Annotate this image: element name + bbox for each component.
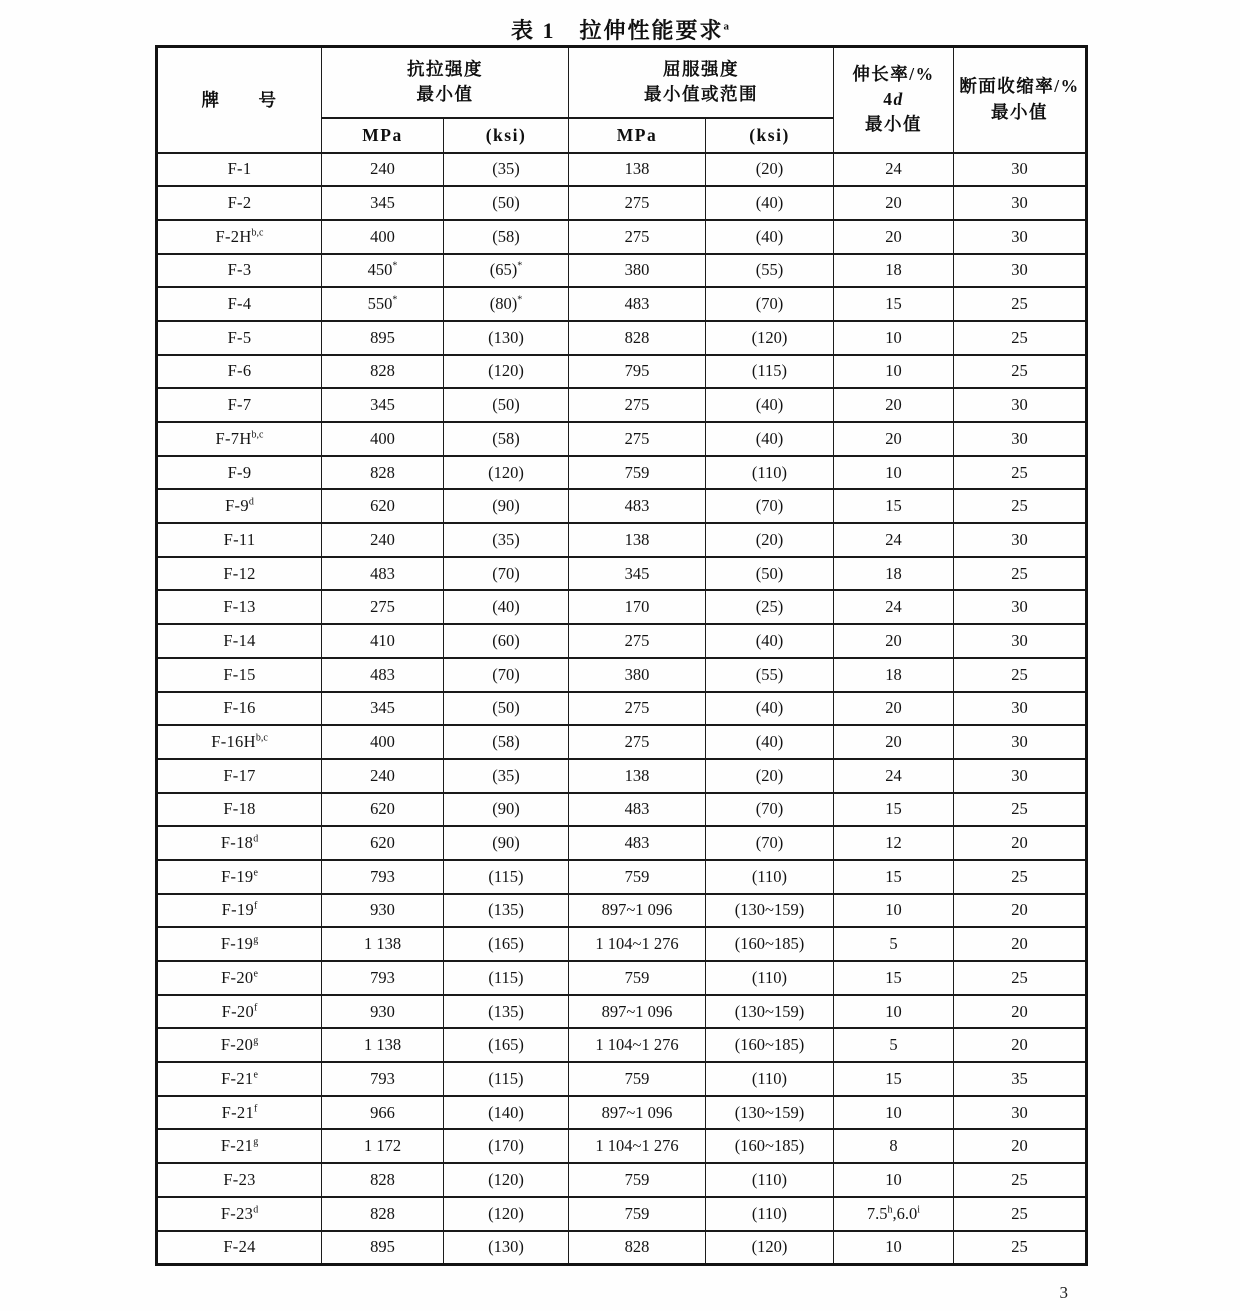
header-reduction-of-area (954, 47, 1087, 153)
yield-ksi-cell: (70) (706, 826, 834, 860)
tensile-mpa-cell: 400 (322, 220, 444, 254)
yield-mpa-cell: 1 104~1 276 (569, 927, 706, 961)
grade-cell: F-19$^f$ (157, 894, 322, 928)
yield-ksi-cell: (130~159) (706, 1096, 834, 1130)
table-row (157, 523, 1087, 557)
yield-ksi-cell: (40) (706, 220, 834, 254)
header-yield-mpa: MPa (569, 118, 706, 153)
table-row (157, 927, 1087, 961)
table-row (157, 590, 1087, 624)
reduction-cell: 30 (954, 692, 1087, 726)
tensile-ksi-cell: (170) (444, 1129, 569, 1163)
yield-ksi-cell: (40) (706, 388, 834, 422)
header-elongation-line1: 伸长率/% (852, 63, 935, 84)
yield-mpa-cell: 138 (569, 153, 706, 187)
table-header (157, 47, 1087, 153)
tensile-requirements-table (155, 45, 1088, 1266)
grade-cell: F-23 (157, 1163, 322, 1197)
grade-cell: F-6 (157, 355, 322, 389)
elongation-cell: 10 (834, 1096, 954, 1130)
grade-cell: F-14 (157, 624, 322, 658)
grade-cell: $F-2H^{b,c}$ (157, 220, 322, 254)
grade-cell: F-20$^g$ (157, 1028, 322, 1062)
grade-cell: F-15 (157, 658, 322, 692)
table-row (157, 826, 1087, 860)
yield-ksi-cell: (70) (706, 793, 834, 827)
yield-ksi-cell: (40) (706, 725, 834, 759)
reduction-cell: 20 (954, 826, 1087, 860)
tensile-mpa-cell: 345 (322, 388, 444, 422)
tensile-ksi-cell: (90) (444, 489, 569, 523)
table-row (157, 321, 1087, 355)
table-row (157, 860, 1087, 894)
tensile-ksi-cell: (120) (444, 1163, 569, 1197)
tensile-mpa-cell: 828 (322, 1163, 444, 1197)
gauge-length-symbol: d (893, 89, 904, 110)
tensile-mpa-cell: 1 172 (322, 1129, 444, 1163)
tensile-ksi-cell: (90) (444, 826, 569, 860)
table-row (157, 658, 1087, 692)
yield-mpa-cell: 138 (569, 759, 706, 793)
yield-ksi-cell: (110) (706, 860, 834, 894)
header-yield-line2: 最小值或范围 (644, 84, 758, 105)
tensile-ksi-cell: (50) (444, 388, 569, 422)
elongation-cell: 20 (834, 725, 954, 759)
table-row (157, 456, 1087, 490)
tensile-ksi-cell: (120) (444, 1197, 569, 1231)
yield-ksi-cell: (130~159) (706, 995, 834, 1029)
grade-cell: F-17 (157, 759, 322, 793)
grade-cell: F-21$^g$ (157, 1129, 322, 1163)
elongation-cell: 7.5$^h$,6.0$^i$ (834, 1197, 954, 1231)
reduction-cell: 25 (954, 456, 1087, 490)
tensile-mpa-cell: 1 138 (322, 1028, 444, 1062)
tensile-ksi-cell: (35) (444, 153, 569, 187)
tensile-ksi-cell: (40) (444, 590, 569, 624)
yield-ksi-cell: (20) (706, 153, 834, 187)
yield-mpa-cell: 483 (569, 826, 706, 860)
yield-mpa-cell: 380 (569, 254, 706, 288)
yield-ksi-cell: (70) (706, 489, 834, 523)
elongation-cell: 10 (834, 456, 954, 490)
table-row (157, 388, 1087, 422)
grade-cell: F-2 (157, 186, 322, 220)
yield-mpa-cell: 380 (569, 658, 706, 692)
tensile-ksi-cell: (58) (444, 725, 569, 759)
tensile-mpa-cell: 895 (322, 321, 444, 355)
tensile-ksi-cell: (90) (444, 793, 569, 827)
yield-ksi-cell: (110) (706, 456, 834, 490)
grade-cell: F-18$^d$ (157, 826, 322, 860)
reduction-cell: 30 (954, 153, 1087, 187)
yield-mpa-cell: 897~1 096 (569, 1096, 706, 1130)
yield-mpa-cell: 759 (569, 1163, 706, 1197)
tensile-mpa-cell: 240 (322, 153, 444, 187)
tensile-ksi-cell: (120) (444, 456, 569, 490)
table-row (157, 422, 1087, 456)
grade-cell: F-9$^d$ (157, 489, 322, 523)
elongation-cell: 20 (834, 692, 954, 726)
reduction-cell: 30 (954, 523, 1087, 557)
tensile-ksi-cell: (130) (444, 1231, 569, 1265)
elongation-cell: 24 (834, 523, 954, 557)
tensile-mpa-cell: 345 (322, 692, 444, 726)
tensile-ksi-cell: (58) (444, 422, 569, 456)
tensile-ksi-cell: (80)* (444, 287, 569, 321)
tensile-mpa-cell: 620 (322, 793, 444, 827)
table-row (157, 254, 1087, 288)
reduction-cell: 30 (954, 254, 1087, 288)
elongation-cell: 10 (834, 995, 954, 1029)
grade-cell: F-18 (157, 793, 322, 827)
tensile-ksi-cell: (165) (444, 1028, 569, 1062)
grade-cell: F-20$^f$ (157, 995, 322, 1029)
table-row (157, 1231, 1087, 1265)
reduction-cell: 30 (954, 1096, 1087, 1130)
elongation-cell: 15 (834, 961, 954, 995)
yield-ksi-cell: (110) (706, 1163, 834, 1197)
elongation-cell: 18 (834, 254, 954, 288)
tensile-mpa-cell: 345 (322, 186, 444, 220)
tensile-ksi-cell: (70) (444, 658, 569, 692)
grade-cell: F-3 (157, 254, 322, 288)
elongation-cell: 10 (834, 321, 954, 355)
table-row (157, 725, 1087, 759)
yield-mpa-cell: 795 (569, 355, 706, 389)
table-row (157, 489, 1087, 523)
grade-cell: F-7 (157, 388, 322, 422)
reduction-cell: 25 (954, 1231, 1087, 1265)
elongation-cell: 5 (834, 927, 954, 961)
tensile-ksi-cell: (120) (444, 355, 569, 389)
tensile-mpa-cell: 240 (322, 523, 444, 557)
elongation-cell: 24 (834, 759, 954, 793)
yield-ksi-cell: (110) (706, 961, 834, 995)
elongation-cell: 18 (834, 557, 954, 591)
tensile-ksi-cell: (60) (444, 624, 569, 658)
yield-ksi-cell: (20) (706, 523, 834, 557)
table-row (157, 186, 1087, 220)
header-tensile-ksi: (ksi) (444, 118, 569, 153)
grade-cell: F-4 (157, 287, 322, 321)
reduction-cell: 25 (954, 793, 1087, 827)
yield-ksi-cell: (40) (706, 186, 834, 220)
grade-cell: F-5 (157, 321, 322, 355)
elongation-cell: 18 (834, 658, 954, 692)
tensile-mpa-cell: 895 (322, 1231, 444, 1265)
tensile-ksi-cell: (65)* (444, 254, 569, 288)
header-tensile-strength (322, 47, 569, 118)
table-row (157, 1028, 1087, 1062)
yield-mpa-cell: 275 (569, 725, 706, 759)
reduction-cell: 25 (954, 961, 1087, 995)
reduction-cell: 30 (954, 388, 1087, 422)
tensile-mpa-cell: 410 (322, 624, 444, 658)
table-row (157, 153, 1087, 187)
elongation-cell: 15 (834, 860, 954, 894)
tensile-ksi-cell: (135) (444, 894, 569, 928)
table-body (157, 153, 1087, 1265)
tensile-mpa-cell: 240 (322, 759, 444, 793)
elongation-cell: 24 (834, 153, 954, 187)
tensile-mpa-cell: 930 (322, 995, 444, 1029)
reduction-cell: 25 (954, 489, 1087, 523)
grade-cell: F-20e (157, 961, 322, 995)
yield-mpa-cell: 1 104~1 276 (569, 1129, 706, 1163)
tensile-mpa-cell: 400 (322, 422, 444, 456)
tensile-ksi-cell: (135) (444, 995, 569, 1029)
grade-cell: F-21e (157, 1062, 322, 1096)
yield-mpa-cell: 897~1 096 (569, 894, 706, 928)
reduction-cell: 25 (954, 321, 1087, 355)
table-row (157, 961, 1087, 995)
tensile-ksi-cell: (50) (444, 186, 569, 220)
elongation-cell: 20 (834, 624, 954, 658)
reduction-cell: 30 (954, 220, 1087, 254)
header-reduction-line2: 最小值 (991, 101, 1048, 122)
yield-mpa-cell: 275 (569, 692, 706, 726)
tensile-ksi-cell: (115) (444, 961, 569, 995)
elongation-cell: 8 (834, 1129, 954, 1163)
reduction-cell: 20 (954, 927, 1087, 961)
table-row (157, 557, 1087, 591)
tensile-mpa-cell: 793 (322, 1062, 444, 1096)
grade-cell: F-16 (157, 692, 322, 726)
reduction-cell: 30 (954, 759, 1087, 793)
yield-mpa-cell: 759 (569, 456, 706, 490)
table-row (157, 793, 1087, 827)
table-row (157, 1163, 1087, 1197)
yield-ksi-cell: (70) (706, 287, 834, 321)
tensile-mpa-cell: 620 (322, 826, 444, 860)
grade-cell: F-12 (157, 557, 322, 591)
reduction-cell: 20 (954, 1028, 1087, 1062)
tensile-mpa-cell: 793 (322, 961, 444, 995)
elongation-cell: 20 (834, 186, 954, 220)
header-elongation-line3: 最小值 (865, 114, 922, 135)
elongation-cell: 15 (834, 1062, 954, 1096)
table-row (157, 1129, 1087, 1163)
table-row (157, 1197, 1087, 1231)
tensile-mpa-cell: 620 (322, 489, 444, 523)
elongation-cell: 10 (834, 1163, 954, 1197)
elongation-cell: 20 (834, 422, 954, 456)
tensile-ksi-cell: (140) (444, 1096, 569, 1130)
yield-mpa-cell: 275 (569, 388, 706, 422)
tensile-mpa-cell: 930 (322, 894, 444, 928)
tensile-mpa-cell: 793 (322, 860, 444, 894)
reduction-cell: 30 (954, 422, 1087, 456)
tensile-ksi-cell: (35) (444, 759, 569, 793)
header-elongation (834, 47, 954, 153)
elongation-cell: 20 (834, 388, 954, 422)
tensile-ksi-cell: (50) (444, 692, 569, 726)
table-row (157, 287, 1087, 321)
reduction-cell: 20 (954, 894, 1087, 928)
table-row (157, 995, 1087, 1029)
yield-ksi-cell: (55) (706, 254, 834, 288)
reduction-cell: 25 (954, 287, 1087, 321)
table-row (157, 1062, 1087, 1096)
elongation-cell: 12 (834, 826, 954, 860)
tensile-ksi-cell: (115) (444, 1062, 569, 1096)
page-number: 3 (1059, 1283, 1068, 1302)
elongation-cell: 10 (834, 894, 954, 928)
reduction-cell: 30 (954, 624, 1087, 658)
header-yield-ksi: (ksi) (706, 118, 834, 153)
elongation-cell: 15 (834, 793, 954, 827)
grade-cell: F-11 (157, 523, 322, 557)
grade-cell: F-19$^g$ (157, 927, 322, 961)
reduction-cell: 30 (954, 186, 1087, 220)
tensile-mpa-cell: 828 (322, 1197, 444, 1231)
reduction-cell: 30 (954, 590, 1087, 624)
header-tensile-mpa: MPa (322, 118, 444, 153)
reduction-cell: 25 (954, 1163, 1087, 1197)
yield-mpa-cell: 170 (569, 590, 706, 624)
table-row (157, 692, 1087, 726)
elongation-cell: 10 (834, 1231, 954, 1265)
tensile-mpa-cell: 483 (322, 557, 444, 591)
tensile-ksi-cell: (70) (444, 557, 569, 591)
table-row (157, 1096, 1087, 1130)
tensile-mpa-cell: 1 138 (322, 927, 444, 961)
yield-mpa-cell: 138 (569, 523, 706, 557)
tensile-mpa-cell: 966 (322, 1096, 444, 1130)
yield-mpa-cell: 828 (569, 1231, 706, 1265)
header-elongation-line2: 4d (883, 89, 904, 110)
yield-mpa-cell: 759 (569, 1197, 706, 1231)
yield-mpa-cell: 275 (569, 422, 706, 456)
yield-mpa-cell: 759 (569, 860, 706, 894)
yield-ksi-cell: (25) (706, 590, 834, 624)
elongation-cell: 20 (834, 220, 954, 254)
tensile-mpa-cell: 275 (322, 590, 444, 624)
tensile-ksi-cell: (35) (444, 523, 569, 557)
yield-ksi-cell: (160~185) (706, 927, 834, 961)
yield-mpa-cell: 759 (569, 1062, 706, 1096)
header-tensile-line1: 抗拉强度 (407, 58, 483, 79)
yield-mpa-cell: 828 (569, 321, 706, 355)
table-row (157, 894, 1087, 928)
grade-cell: F-23$^d$ (157, 1197, 322, 1231)
grade-cell: F-13 (157, 590, 322, 624)
tensile-mpa-cell: 828 (322, 355, 444, 389)
yield-ksi-cell: (110) (706, 1062, 834, 1096)
table-row (157, 355, 1087, 389)
yield-mpa-cell: 275 (569, 220, 706, 254)
yield-ksi-cell: (120) (706, 321, 834, 355)
elongation-cell: 15 (834, 287, 954, 321)
yield-ksi-cell: (40) (706, 624, 834, 658)
reduction-cell: 25 (954, 355, 1087, 389)
elongation-cell: 15 (834, 489, 954, 523)
yield-ksi-cell: (130~159) (706, 894, 834, 928)
yield-ksi-cell: (20) (706, 759, 834, 793)
yield-ksi-cell: (50) (706, 557, 834, 591)
grade-cell: F-24 (157, 1231, 322, 1265)
header-yield-line1: 屈服强度 (663, 58, 739, 79)
yield-mpa-cell: 897~1 096 (569, 995, 706, 1029)
grade-cell: F-21$^f$ (157, 1096, 322, 1130)
table-row (157, 624, 1087, 658)
header-yield-strength (569, 47, 834, 118)
yield-mpa-cell: 275 (569, 624, 706, 658)
reduction-cell: 25 (954, 860, 1087, 894)
header-grade: 牌 号 (157, 47, 322, 153)
yield-ksi-cell: (160~185) (706, 1129, 834, 1163)
tensile-ksi-cell: (130) (444, 321, 569, 355)
reduction-cell: 35 (954, 1062, 1087, 1096)
reduction-cell: 25 (954, 557, 1087, 591)
tensile-ksi-cell: (58) (444, 220, 569, 254)
yield-ksi-cell: (55) (706, 658, 834, 692)
yield-ksi-cell: (40) (706, 692, 834, 726)
yield-mpa-cell: 345 (569, 557, 706, 591)
yield-ksi-cell: (40) (706, 422, 834, 456)
reduction-cell: 20 (954, 995, 1087, 1029)
tensile-mpa-cell: 400 (322, 725, 444, 759)
reduction-cell: 30 (954, 725, 1087, 759)
yield-mpa-cell: 483 (569, 287, 706, 321)
header-reduction-line1: 断面收缩率/% (959, 76, 1080, 97)
yield-ksi-cell: (160~185) (706, 1028, 834, 1062)
tensile-ksi-cell: (115) (444, 860, 569, 894)
tensile-mpa-cell: 828 (322, 456, 444, 490)
yield-mpa-cell: 759 (569, 961, 706, 995)
elongation-cell: 5 (834, 1028, 954, 1062)
yield-mpa-cell: 275 (569, 186, 706, 220)
tensile-ksi-cell: (165) (444, 927, 569, 961)
yield-mpa-cell: 483 (569, 793, 706, 827)
table-title: 表 1 拉伸性能要求$^a$ (510, 18, 729, 43)
grade-cell: $F-7H^{b,c}$ (157, 422, 322, 456)
grade-cell: F-19e (157, 860, 322, 894)
reduction-cell: 25 (954, 658, 1087, 692)
reduction-cell: 20 (954, 1129, 1087, 1163)
yield-mpa-cell: 1 104~1 276 (569, 1028, 706, 1062)
yield-ksi-cell: (110) (706, 1197, 834, 1231)
table-row (157, 759, 1087, 793)
elongation-cell: 24 (834, 590, 954, 624)
yield-ksi-cell: (115) (706, 355, 834, 389)
header-tensile-line2: 最小值 (416, 84, 474, 105)
reduction-cell: 25 (954, 1197, 1087, 1231)
yield-mpa-cell: 483 (569, 489, 706, 523)
tensile-mpa-cell: 483 (322, 658, 444, 692)
grade-cell: F-9 (157, 456, 322, 490)
elongation-cell: 10 (834, 355, 954, 389)
table-row (157, 220, 1087, 254)
tensile-mpa-cell: 550* (322, 287, 444, 321)
yield-ksi-cell: (120) (706, 1231, 834, 1265)
grade-cell: $F-16H^{b,c}$ (157, 725, 322, 759)
tensile-mpa-cell: 450* (322, 254, 444, 288)
grade-cell: F-1 (157, 153, 322, 187)
